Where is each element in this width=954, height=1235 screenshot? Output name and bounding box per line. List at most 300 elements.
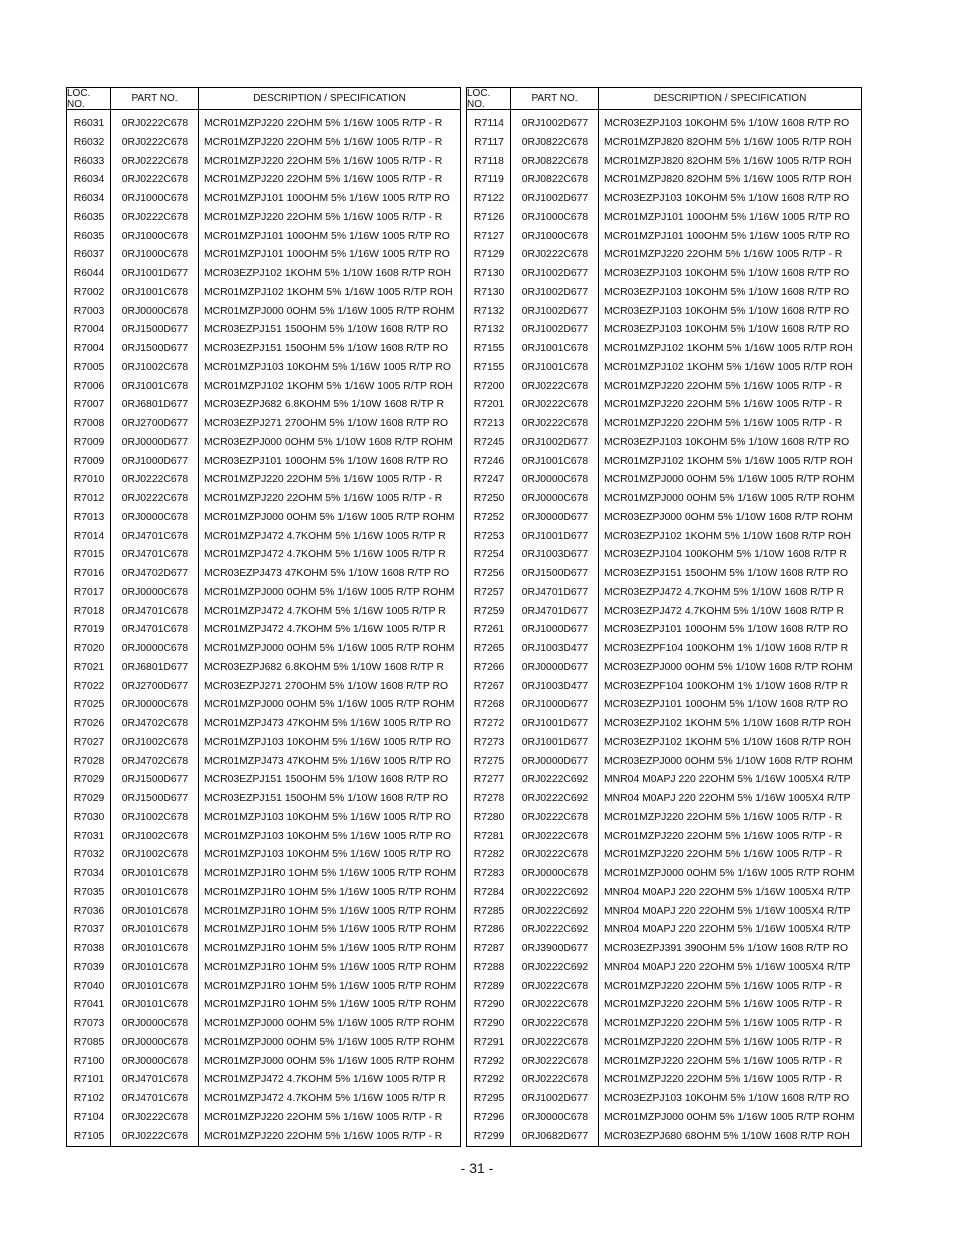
description-cell: MCR03EZPJ391 390OHM 5% 1/10W 1608 R/TP RO [604,943,849,954]
loc-no-cell: R7291 [473,1036,505,1048]
table-row [67,959,460,978]
table-row [67,940,460,959]
table-row [67,621,460,640]
part-no-cell: 0RJ4701D677 [521,586,589,598]
loc-no-cell: R7275 [473,755,505,767]
description-cell: MCR01MZPJ473 47KOHM 5% 1/16W 1005 R/TP RO [204,755,451,767]
part-no-cell: 0RJ4702D677 [121,568,189,579]
loc-no-cell: R7002 [73,286,105,298]
part-no-cell: 0RJ1500D677 [121,324,189,336]
description-cell: MCR01MZPJ220 22OHM 5% 1/16W 1005 R/TP - R [204,136,443,148]
part-no-cell: 0RJ4701C678 [121,624,189,636]
loc-no-cell: R7122 [473,193,505,204]
table-row [467,846,861,865]
description-cell: MCR01MZPJ220 22OHM 5% 1/16W 1005 R/TP - R [204,155,443,167]
loc-no-cell: R7290 [473,1018,505,1029]
loc-no-cell: R7019 [73,624,105,636]
part-no-cell: 0RJ0222C678 [521,1036,589,1048]
description-cell: MCR01MZPJ1R0 1OHM 5% 1/16W 1005 R/TP ROHM [204,886,457,898]
loc-no-cell: R7296 [473,1111,505,1123]
loc-no-cell: R7201 [473,399,505,411]
loc-no-cell: R7037 [73,924,105,936]
part-no-cell: 0RJ1000D677 [521,624,589,636]
part-no-cell: 0RJ1500D677 [521,568,589,579]
description-cell: MCR03EZPJ680 68OHM 5% 1/10W 1608 R/TP ROH [604,1130,850,1142]
table-row [67,265,460,284]
part-no-cell: 0RJ1003D477 [521,643,589,654]
loc-no-cell: R7268 [473,699,505,711]
part-no-cell: 0RJ1000C678 [121,193,189,204]
table-row [67,415,460,434]
part-no-cell: 0RJ4702C678 [121,718,189,729]
description-cell: MCR01MZPJ220 22OHM 5% 1/16W 1005 R/TP - R [604,1055,843,1067]
table-row [67,153,460,172]
table-row [467,359,861,378]
loc-no-cell: R7025 [73,699,105,711]
loc-no-cell: R7290 [473,999,505,1011]
description-cell: MCR01MZPJ820 82OHM 5% 1/16W 1005 R/TP ROH [604,155,852,167]
description-cell: MCR01MZPJ220 22OHM 5% 1/16W 1005 R/TP - R [204,474,443,486]
description-cell: MCR01MZPJ101 100OHM 5% 1/16W 1005 R/TP RO [204,230,450,242]
table-row [67,490,460,509]
loc-no-cell: R7200 [473,380,505,392]
loc-no-cell: R7031 [73,830,105,842]
loc-no-cell: R6037 [73,249,105,261]
description-cell: MCR01MZPJ220 22OHM 5% 1/16W 1005 R/TP - R [604,811,843,823]
loc-no-cell: R7028 [73,755,105,767]
part-no-cell: 0RJ0222C678 [121,1130,189,1142]
table-row [467,940,861,959]
table-row [467,171,861,190]
part-no-cell: 0RJ0222C678 [521,1018,589,1029]
loc-no-cell: R7102 [73,1093,105,1104]
part-no-cell: 0RJ0222C692 [521,961,589,973]
table-row [467,471,861,490]
header-part-no: PART NO. [111,88,199,109]
description-cell: MCR03EZPJ151 150OHM 5% 1/10W 1608 R/TP RO [204,774,449,786]
description-cell: MNR04 M0APJ 220 22OHM 5% 1/16W 1005X4 R/TP [604,886,851,898]
part-no-cell: 0RJ0101C678 [121,924,189,936]
table-row [67,584,460,603]
loc-no-cell: R7127 [473,230,505,242]
table-row [67,659,460,678]
part-no-cell: 0RJ0222C678 [521,999,589,1011]
loc-no-cell: R7100 [73,1055,105,1067]
loc-no-cell: R7118 [474,155,504,167]
description-cell: MCR03EZPJ682 6.8KOHM 5% 1/10W 1608 R/TP R [204,399,445,411]
loc-no-cell: R7129 [473,249,505,261]
part-no-cell: 0RJ1002C678 [121,811,189,823]
table-row [467,490,861,509]
table-row [467,246,861,265]
description-cell: MCR01MZPJ1R0 1OHM 5% 1/16W 1005 R/TP ROHM [204,999,457,1011]
loc-no-cell: R7114 [474,118,504,129]
description-cell: MCR01MZPJ220 22OHM 5% 1/16W 1005 R/TP - R [604,1036,843,1048]
loc-no-cell: R7004 [73,343,105,354]
table-row [467,528,861,547]
description-cell: MCR01MZPJ220 22OHM 5% 1/16W 1005 R/TP - R [604,849,843,861]
part-no-cell: 0RJ1500D677 [121,343,189,354]
table-row [467,134,861,153]
table-row [467,790,861,809]
loc-no-cell: R7032 [73,849,105,861]
table-row [67,340,460,359]
part-no-cell: 0RJ1001C678 [121,286,189,298]
part-no-cell: 0RJ1001C678 [121,380,189,392]
table-row [67,1015,460,1034]
loc-no-cell: R7282 [473,849,505,861]
part-no-cell: 0RJ0000C678 [521,493,589,504]
description-cell: MCR01MZPJ000 0OHM 5% 1/16W 1005 R/TP ROHM [604,474,855,486]
part-no-cell: 0RJ4701C678 [121,1093,189,1104]
loc-no-cell: R7030 [73,811,105,823]
table-row [67,303,460,322]
table-row [467,509,861,528]
description-cell: MCR01MZPJ220 22OHM 5% 1/16W 1005 R/TP - R [604,980,843,992]
description-cell: MCR01MZPJ220 22OHM 5% 1/16W 1005 R/TP - R [604,399,843,411]
table-row [67,359,460,378]
description-cell: MCR01MZPJ000 0OHM 5% 1/16W 1005 R/TP ROHM [204,1055,455,1067]
loc-no-cell: R7004 [73,324,105,336]
table-row [67,903,460,922]
part-no-cell: 0RJ0101C678 [121,961,189,973]
table-row [467,1109,861,1128]
part-no-cell: 0RJ0000C678 [121,1018,189,1029]
part-no-cell: 0RJ1002C678 [121,830,189,842]
description-cell: MCR01MZPJ101 100OHM 5% 1/16W 1005 R/TP RO [604,230,850,242]
description-cell: MCR01MZPJ102 1KOHM 5% 1/16W 1005 R/TP ROH [604,455,853,467]
part-no-cell: 0RJ1000C678 [521,211,589,223]
loc-no-cell: R7132 [473,324,505,336]
part-no-cell: 0RJ0000C678 [121,643,189,654]
loc-no-cell: R7289 [473,980,505,992]
part-no-cell: 0RJ0222C692 [521,886,589,898]
loc-no-cell: R6035 [73,211,105,223]
table-rows [467,115,861,1146]
table-row [67,471,460,490]
loc-no-cell: R7010 [73,474,105,486]
table-row [67,603,460,622]
description-cell: MCR03EZPJ101 100OHM 5% 1/10W 1608 R/TP RO [204,455,449,467]
part-no-cell: 0RJ1000C678 [121,230,189,242]
loc-no-cell: R7132 [473,305,505,317]
table-row [67,321,460,340]
part-no-cell: 0RJ2700D677 [121,418,189,429]
description-cell: MCR01MZPJ103 10KOHM 5% 1/16W 1005 R/TP RO [204,830,451,842]
table-row [467,303,861,322]
description-cell: MCR03EZPF104 100KOHM 1% 1/10W 1608 R/TP R [604,680,849,692]
table-row [467,715,861,734]
table-row [467,734,861,753]
part-no-cell: 0RJ1000C678 [521,230,589,242]
table-row [67,434,460,453]
description-cell: MCR03EZPJ102 1KOHM 5% 1/10W 1608 R/TP ROH [604,530,851,542]
loc-no-cell: R7006 [73,380,105,392]
description-cell: MCR01MZPJ220 22OHM 5% 1/16W 1005 R/TP - R [204,1111,443,1123]
loc-no-cell: R7020 [73,643,105,654]
loc-no-cell: R7014 [73,530,105,542]
table-row [67,715,460,734]
part-no-cell: 0RJ0222C692 [521,774,589,786]
part-no-cell: 0RJ0222C678 [521,811,589,823]
table-row [67,921,460,940]
loc-no-cell: R7003 [73,305,105,317]
loc-no-cell: R7277 [473,774,505,786]
description-cell: MCR01MZPJ472 4.7KOHM 5% 1/16W 1005 R/TP R [204,1093,446,1104]
description-cell: MCR01MZPJ472 4.7KOHM 5% 1/16W 1005 R/TP R [204,549,446,561]
loc-no-cell: R7284 [473,886,505,898]
description-cell: MCR01MZPJ1R0 1OHM 5% 1/16W 1005 R/TP ROHM [204,868,457,879]
description-cell: MCR03EZPJ102 1KOHM 5% 1/10W 1608 R/TP ROH [604,736,851,748]
description-cell: MCR01MZPJ102 1KOHM 5% 1/16W 1005 R/TP ROH [204,286,453,298]
loc-no-cell: R7256 [473,568,505,579]
loc-no-cell: R7280 [473,811,505,823]
loc-no-cell: R7005 [73,361,105,373]
description-cell: MCR01MZPJ000 0OHM 5% 1/16W 1005 R/TP ROHM [604,493,855,504]
description-cell: MCR03EZPJ000 0OHM 5% 1/10W 1608 R/TP ROHM [604,661,853,673]
description-cell: MCR03EZPJ151 150OHM 5% 1/10W 1608 R/TP RO [604,568,849,579]
part-no-cell: 0RJ0000C678 [121,511,189,523]
description-cell: MCR01MZPJ220 22OHM 5% 1/16W 1005 R/TP - R [204,211,443,223]
loc-no-cell: R7022 [73,680,105,692]
part-no-cell: 0RJ0101C678 [121,980,189,992]
description-cell: MCR03EZPJ101 100OHM 5% 1/10W 1608 R/TP RO [604,699,849,711]
loc-no-cell: R7213 [473,418,505,429]
part-no-cell: 0RJ0101C678 [121,868,189,879]
table-row [67,846,460,865]
description-cell: MCR01MZPJ220 22OHM 5% 1/16W 1005 R/TP - R [604,1018,843,1029]
table-row [467,828,861,847]
table-row [67,696,460,715]
table-row [467,903,861,922]
table-row [467,209,861,228]
table-row [67,1071,460,1090]
table-row [67,1128,460,1147]
table-row [467,1128,861,1147]
description-cell: MCR01MZPJ473 47KOHM 5% 1/16W 1005 R/TP RO [204,718,451,729]
table-row [67,565,460,584]
description-cell: MCR01MZPJ103 10KOHM 5% 1/16W 1005 R/TP RO [204,736,451,748]
description-cell: MNR04 M0APJ 220 22OHM 5% 1/16W 1005X4 R/TP [604,774,851,786]
table-body [67,110,460,1147]
table-row [67,171,460,190]
table-row [67,753,460,772]
table-row [67,509,460,528]
loc-no-cell: R7292 [473,1074,505,1086]
loc-no-cell: R7285 [473,905,505,917]
description-cell: MCR01MZPJ000 0OHM 5% 1/16W 1005 R/TP ROHM [204,305,455,317]
page-number: - 31 - [460,1160,494,1176]
loc-no-cell: R7267 [473,680,505,692]
part-no-cell: 0RJ0222C692 [521,793,589,804]
loc-no-cell: R7273 [473,736,505,748]
description-cell: MCR03EZPJ000 0OHM 5% 1/10W 1608 R/TP ROHM [604,511,853,523]
description-cell: MCR01MZPJ000 0OHM 5% 1/16W 1005 R/TP ROHM [204,699,455,711]
loc-no-cell: R7254 [473,549,505,561]
part-no-cell: 0RJ4701C678 [121,549,189,561]
header-part-no: PART NO. [511,88,599,109]
part-no-cell: 0RJ0222C678 [121,474,189,486]
table-row [67,246,460,265]
loc-no-cell: R7035 [73,886,105,898]
table-row [67,396,460,415]
description-cell: MCR01MZPJ000 0OHM 5% 1/16W 1005 R/TP ROHM [204,511,455,523]
part-no-cell: 0RJ4701C678 [121,530,189,542]
description-cell: MCR03EZPJ103 10KOHM 5% 1/10W 1608 R/TP RO [604,118,850,129]
description-cell: MCR01MZPJ103 10KOHM 5% 1/16W 1005 R/TP RO [204,361,451,373]
description-cell: MCR03EZPJ103 10KOHM 5% 1/10W 1608 R/TP RO [604,268,850,279]
table-row [67,734,460,753]
loc-no-cell: R7246 [473,455,505,467]
loc-no-cell: R7130 [473,268,505,279]
part-no-cell: 0RJ6801D677 [121,661,189,673]
description-cell: MCR01MZPJ102 1KOHM 5% 1/16W 1005 R/TP ROH [604,343,853,354]
loc-no-cell: R7250 [473,493,505,504]
description-cell: MNR04 M0APJ 220 22OHM 5% 1/16W 1005X4 R/TP [604,961,851,973]
loc-no-cell: R7283 [473,868,505,879]
table-row [67,190,460,209]
loc-no-cell: R7130 [473,286,505,298]
table-body [467,110,861,1147]
parts-table-right [466,87,862,1147]
part-no-cell: 0RJ1002D677 [521,305,589,317]
description-cell: MCR01MZPJ472 4.7KOHM 5% 1/16W 1005 R/TP R [204,605,446,617]
part-no-cell: 0RJ1002D677 [521,193,589,204]
description-cell: MCR01MZPJ1R0 1OHM 5% 1/16W 1005 R/TP ROHM [204,980,457,992]
loc-no-cell: R6034 [73,193,105,204]
table-row [467,696,861,715]
table-row [67,453,460,472]
table-row [467,265,861,284]
loc-no-cell: R7126 [473,211,505,223]
description-cell: MCR01MZPJ000 0OHM 5% 1/16W 1005 R/TP ROHM [604,868,855,879]
table-row [67,809,460,828]
table-row [467,771,861,790]
part-no-cell: 0RJ0222C678 [121,1111,189,1123]
description-cell: MCR03EZPJ101 100OHM 5% 1/10W 1608 R/TP RO [604,624,849,636]
part-no-cell: 0RJ4701C678 [121,605,189,617]
loc-no-cell: R7012 [73,493,105,504]
part-no-cell: 0RJ0000D677 [121,436,189,448]
table-row [467,284,861,303]
part-no-cell: 0RJ0822C678 [521,174,589,186]
loc-no-cell: R7295 [473,1093,505,1104]
part-no-cell: 0RJ1001C678 [521,361,589,373]
description-cell: MCR03EZPJ103 10KOHM 5% 1/10W 1608 R/TP RO [604,436,850,448]
description-cell: MCR01MZPJ220 22OHM 5% 1/16W 1005 R/TP - R [204,118,443,129]
part-no-cell: 0RJ1000C678 [121,249,189,261]
part-no-cell: 0RJ0000D677 [521,661,589,673]
description-cell: MCR01MZPJ102 1KOHM 5% 1/16W 1005 R/TP ROH [604,361,853,373]
description-cell: MCR01MZPJ220 22OHM 5% 1/16W 1005 R/TP - R [204,174,443,186]
loc-no-cell: R7036 [73,905,105,917]
table-row [467,546,861,565]
loc-no-cell: R7029 [73,793,105,804]
description-cell: MCR01MZPJ000 0OHM 5% 1/16W 1005 R/TP ROHM [204,586,455,598]
part-no-cell: 0RJ0222C678 [121,211,189,223]
loc-no-cell: R6033 [73,155,105,167]
table-row [67,528,460,547]
table-row [467,190,861,209]
table-row [67,284,460,303]
part-no-cell: 0RJ0000C678 [121,1036,189,1048]
loc-no-cell: R7247 [473,474,505,486]
parts-table-left [66,87,461,1147]
table-row [67,134,460,153]
description-cell: MCR03EZPJ103 10KOHM 5% 1/10W 1608 R/TP RO [604,324,850,336]
table-row [467,996,861,1015]
loc-no-cell: R7013 [73,511,105,523]
loc-no-cell: R6035 [73,230,105,242]
table-row [467,396,861,415]
description-cell: MCR03EZPJ271 270OHM 5% 1/10W 1608 R/TP RO [204,418,449,429]
description-cell: MCR03EZPJ472 4.7KOHM 5% 1/10W 1608 R/TP R [604,586,845,598]
part-no-cell: 0RJ1000D677 [521,699,589,711]
description-cell: MCR03EZPJ472 4.7KOHM 5% 1/10W 1608 R/TP R [604,605,845,617]
part-no-cell: 0RJ0822C678 [521,136,589,148]
part-no-cell: 0RJ0222C678 [521,980,589,992]
table-row [467,921,861,940]
part-no-cell: 0RJ0222C678 [521,399,589,411]
description-cell: MCR01MZPJ472 4.7KOHM 5% 1/16W 1005 R/TP R [204,530,446,542]
part-no-cell: 0RJ4701C678 [121,1074,189,1086]
part-no-cell: 0RJ1002C678 [121,849,189,861]
table-row [467,228,861,247]
description-cell: MCR03EZPJ103 10KOHM 5% 1/10W 1608 R/TP RO [604,286,850,298]
part-no-cell: 0RJ1000D677 [121,455,189,467]
description-cell: MCR01MZPJ220 22OHM 5% 1/16W 1005 R/TP - R [604,999,843,1011]
description-cell: MCR01MZPJ220 22OHM 5% 1/16W 1005 R/TP - R [604,380,843,392]
header-description: DESCRIPTION / SPECIFICATION [653,93,807,104]
part-no-cell: 0RJ0000D677 [521,511,589,523]
loc-no-cell: R7261 [473,624,505,636]
part-no-cell: 0RJ0000C678 [521,1111,589,1123]
description-cell: MCR03EZPJ104 100KOHM 5% 1/10W 1608 R/TP R [604,549,847,561]
description-cell: MCR01MZPJ820 82OHM 5% 1/16W 1005 R/TP ROH [604,174,852,186]
part-no-cell: 0RJ0000C678 [121,586,189,598]
table-row [467,1071,861,1090]
loc-no-cell: R7292 [473,1055,505,1067]
part-no-cell: 0RJ0222C692 [521,924,589,936]
description-cell: MNR04 M0APJ 220 22OHM 5% 1/16W 1005X4 R/TP [604,793,851,804]
header-loc-no: LOC. NO. [467,88,511,109]
description-cell: MCR03EZPJ000 0OHM 5% 1/10W 1608 R/TP ROHM [204,436,453,448]
description-cell: MCR01MZPJ472 4.7KOHM 5% 1/16W 1005 R/TP R [204,1074,446,1086]
description-cell: MNR04 M0APJ 220 22OHM 5% 1/16W 1005X4 R/TP [604,924,851,936]
table-row [67,996,460,1015]
description-cell: MCR01MZPJ000 0OHM 5% 1/16W 1005 R/TP ROHM [604,1111,855,1123]
loc-no-cell: R7299 [473,1130,505,1142]
table-row [67,678,460,697]
description-cell: MCR01MZPJ220 22OHM 5% 1/16W 1005 R/TP - R [604,1074,843,1086]
loc-no-cell: R6034 [73,174,105,186]
part-no-cell: 0RJ1001D677 [521,530,589,542]
table-row [467,340,861,359]
description-cell: MCR03EZPJ151 150OHM 5% 1/10W 1608 R/TP RO [204,343,449,354]
description-cell: MCR03EZPJ103 10KOHM 5% 1/10W 1608 R/TP RO [604,305,850,317]
table-row [467,378,861,397]
part-no-cell: 0RJ1001D677 [121,268,189,279]
table-row [67,546,460,565]
description-cell: MCR03EZPJ000 0OHM 5% 1/10W 1608 R/TP ROHM [604,755,853,767]
table-row [67,771,460,790]
loc-no-cell: R7287 [473,943,505,954]
description-cell: MCR01MZPJ101 100OHM 5% 1/16W 1005 R/TP RO [204,249,450,261]
description-cell: MCR01MZPJ1R0 1OHM 5% 1/16W 1005 R/TP ROHM [204,961,457,973]
table-row [467,1034,861,1053]
loc-no-cell: R7015 [73,549,105,561]
table-row [467,1053,861,1072]
